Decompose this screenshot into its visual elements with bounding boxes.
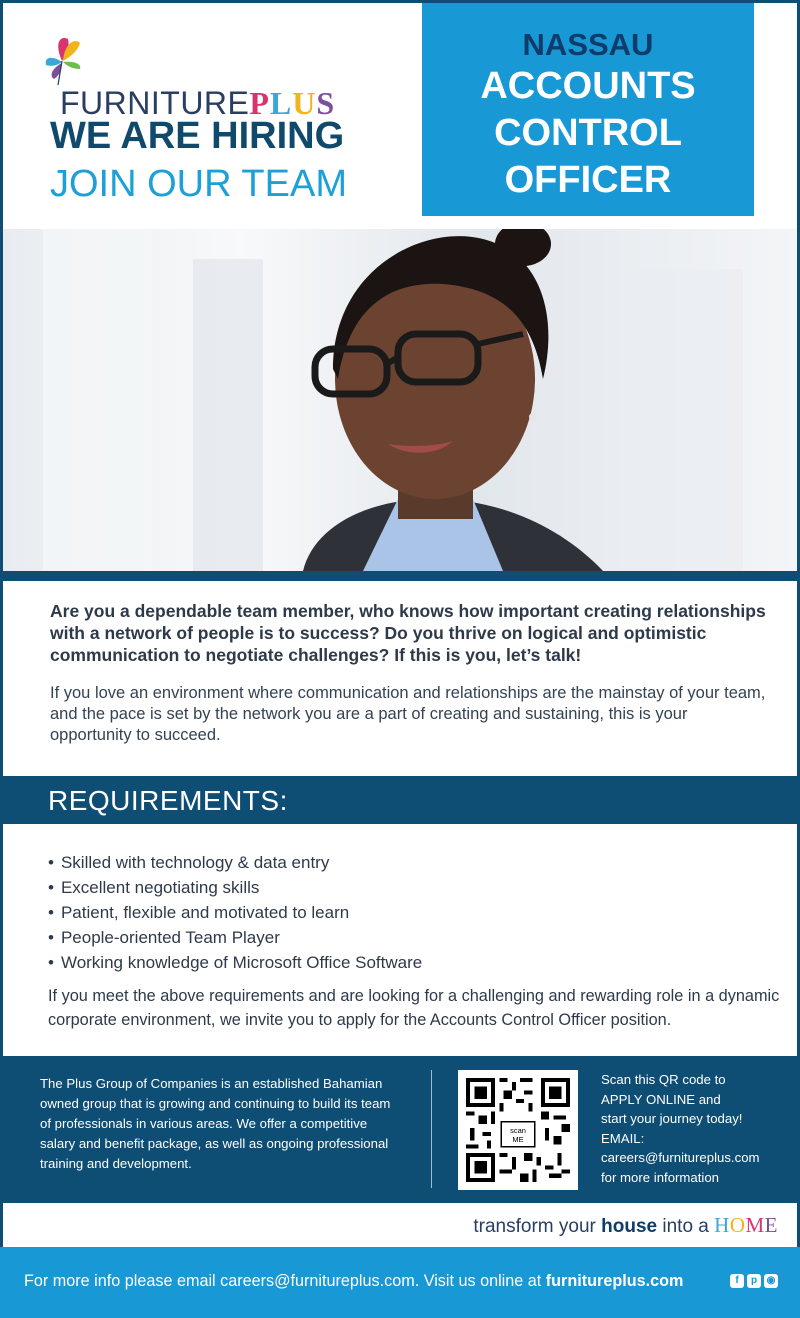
vertical-divider <box>431 1070 432 1188</box>
instagram-icon[interactable]: ◉ <box>764 1274 778 1288</box>
scan-line: Scan this QR code to <box>601 1072 726 1087</box>
footer-text: For more info please email careers@furnitureplus.com. Visit us online at <box>24 1272 546 1290</box>
job-location: NASSAU <box>522 27 654 62</box>
brand-logo <box>40 33 380 121</box>
join-headline: JOIN OUR TEAM <box>50 163 347 205</box>
home-letter: E <box>764 1213 778 1237</box>
requirements-heading: REQUIREMENTS: <box>48 785 288 816</box>
requirements-banner <box>3 776 797 824</box>
intro-body: If you love an environment where communication and relationships are the mainstay of your team, and the pace is set by the network you are a part of creating and sustaining, this is your opportunity to succeed. <box>50 684 766 744</box>
scan-line: start your journey today! <box>601 1111 743 1126</box>
requirements-list <box>48 850 422 975</box>
qr-me-label: ME <box>512 1135 524 1145</box>
requirement-item: • People-oriented Team Player <box>48 925 422 950</box>
company-about: The Plus Group of Companies is an established Bahamian owned group that is growing and continuing to build its team of professionals in various areas. We offer a competitive salary and benefit package, as well as ongoing professional training and development. <box>40 1076 391 1171</box>
careers-email[interactable]: careers@furnitureplus.com <box>601 1150 760 1165</box>
home-letter: M <box>745 1213 765 1237</box>
scan-line: APPLY ONLINE and <box>601 1091 721 1107</box>
footer <box>0 1247 800 1318</box>
plus-letter: P <box>249 85 270 121</box>
job-title-box <box>422 3 754 216</box>
requirement-item: • Patient, flexible and motivated to learn <box>48 900 422 925</box>
footer-contact <box>24 1272 683 1291</box>
tagline-middle: into a <box>657 1216 715 1237</box>
tagline-house: house <box>601 1216 658 1237</box>
scan-line: for more information <box>601 1169 719 1185</box>
qr-code[interactable] <box>458 1070 578 1190</box>
tagline <box>0 1213 778 1238</box>
hiring-headline: WE ARE HIRING <box>50 115 345 157</box>
footer-website-link[interactable]: furnitureplus.com <box>545 1272 684 1290</box>
qr-scan-label: scan <box>510 1125 526 1135</box>
plus-letter: L <box>269 85 293 121</box>
qr-code-icon <box>466 1078 570 1182</box>
closing-paragraph: If you meet the above requirements and are looking for a challenging and rewarding role in a dynamic corporate environment, we invite you to apply for the Accounts Control Officer position. <box>48 987 780 1029</box>
requirement-item: • Working knowledge of Microsoft Office Software <box>48 950 422 975</box>
brand-name-furniture: FURNITURE <box>60 85 250 121</box>
job-title-line-3: OFFICER <box>504 159 672 201</box>
header <box>0 0 800 218</box>
company-info-block <box>3 1056 797 1203</box>
apply-instructions <box>601 1070 791 1187</box>
requirement-item: • Skilled with technology & data entry <box>48 850 422 875</box>
tagline-prefix: transform your <box>473 1216 602 1237</box>
home-letter: H <box>714 1213 730 1237</box>
plus-letter: S <box>316 85 336 121</box>
tagline-home <box>714 1213 778 1237</box>
plus-letter: U <box>292 85 317 121</box>
social-icons <box>730 1274 778 1288</box>
butterfly-logo-icon <box>40 33 86 89</box>
job-title-line-2: CONTROL <box>494 112 682 154</box>
email-label: EMAIL: <box>601 1130 645 1146</box>
facebook-icon[interactable]: f <box>730 1274 744 1288</box>
job-title-line-1: ACCOUNTS <box>480 65 696 107</box>
requirement-item: • Excellent negotiating skills <box>48 875 422 900</box>
photo-divider-bar <box>3 571 797 581</box>
pinterest-icon[interactable]: p <box>747 1274 761 1288</box>
home-letter: O <box>729 1213 746 1237</box>
portrait-illustration <box>3 229 797 571</box>
intro-question: Are you a dependable team member, who knows how important creating relationships with a network of people is to success? Do you thrive on logical and optimistic communication to negotiate challenges? If this is you, let’s talk! <box>50 601 766 665</box>
portrait-photo <box>3 229 797 571</box>
